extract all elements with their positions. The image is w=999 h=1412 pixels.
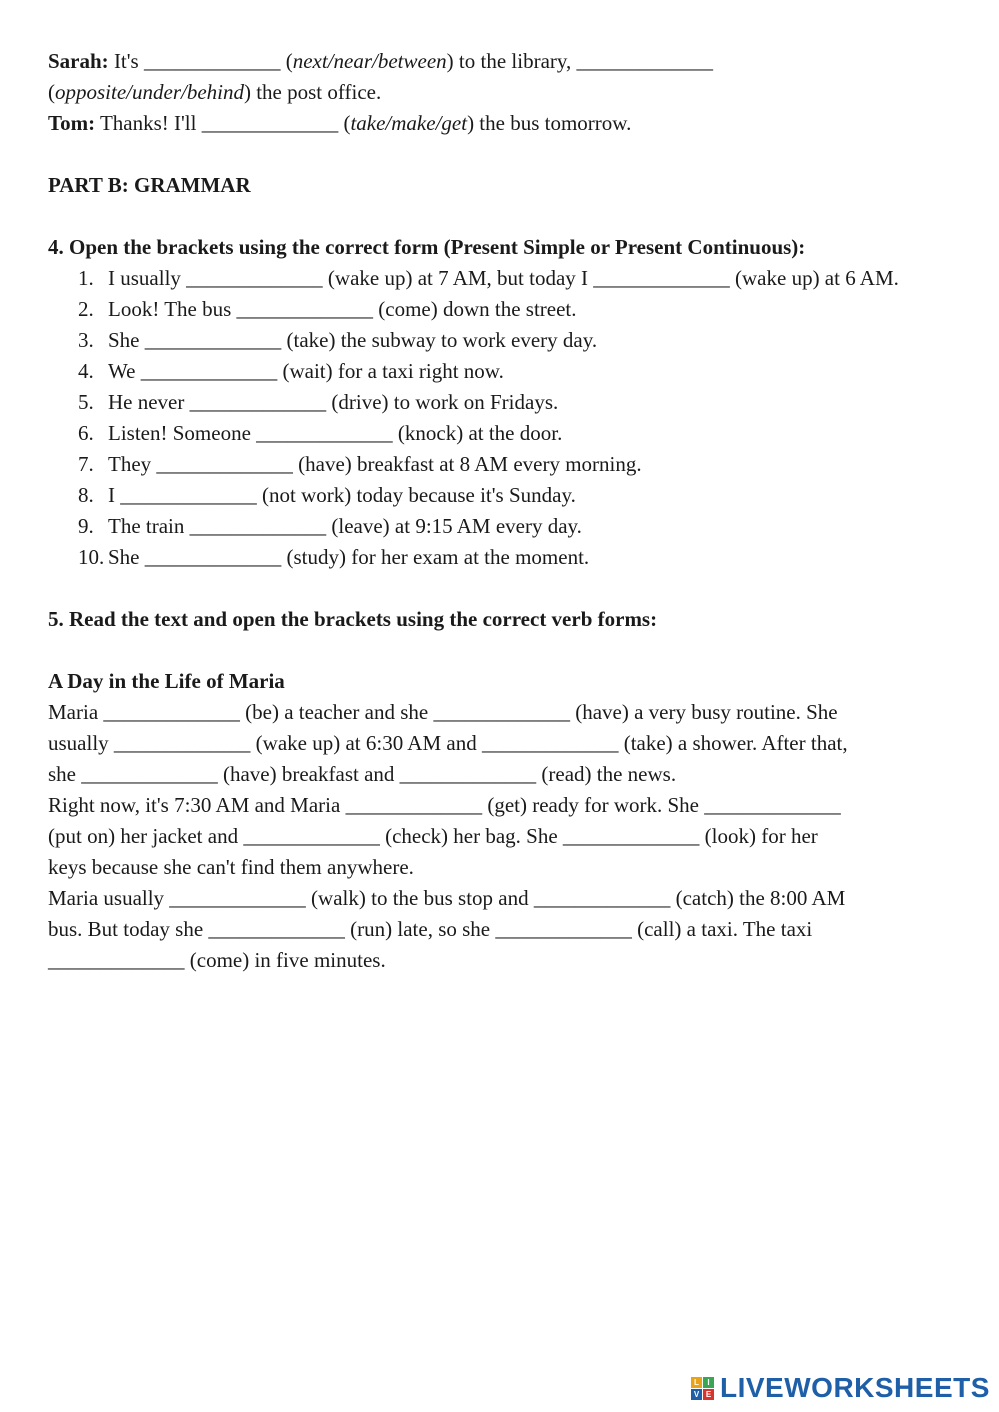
part-b-heading: PART B: GRAMMAR <box>48 173 251 197</box>
liveworksheets-logo-icon: L I V E <box>691 1377 714 1400</box>
exercise-item: 7. They _____________ (have) breakfast at 8 AM every morning. <box>78 452 642 476</box>
dialogue-sarah-line-2: (opposite/under/behind) the post office. <box>48 80 382 104</box>
story-text <box>48 697 948 976</box>
dialogue-tom-line: Tom: Thanks! I'll _____________ (take/make/get) the bus tomorrow. <box>48 111 632 135</box>
exercise-4-heading: 4. Open the brackets using the correct form (Present Simple or Present Continuous): <box>48 235 806 259</box>
dialogue-sarah-line-1: Sarah: It's _____________ (next/near/between) to the library, _____________ <box>48 49 714 73</box>
exercise-item: 2. Look! The bus _____________ (come) down the street. <box>78 297 577 321</box>
exercise-item: 3. She _____________ (take) the subway to work every day. <box>78 328 598 352</box>
exercise-item: 6. Listen! Someone _____________ (knock) at the door. <box>78 421 563 445</box>
exercise-item: 8. I _____________ (not work) today because it's Sunday. <box>78 483 576 507</box>
story-line: bus. But today she _____________ (run) late, so she _____________ (call) a taxi. The taxi <box>48 917 813 941</box>
story-line: keys because she can't find them anywhere. <box>48 855 414 879</box>
exercise-5-heading: 5. Read the text and open the brackets using the correct verb forms: <box>48 607 658 631</box>
exercise-4-list <box>48 263 948 573</box>
story-line: usually _____________ (wake up) at 6:30 AM and _____________ (take) a shower. After that, <box>48 731 848 755</box>
story-title: A Day in the Life of Maria <box>48 669 285 693</box>
exercise-item: 4. We _____________ (wait) for a taxi right now. <box>78 359 504 383</box>
exercise-item: 5. He never _____________ (drive) to work on Fridays. <box>78 390 559 414</box>
story-line: (put on) her jacket and _____________ (check) her bag. She _____________ (look) for her <box>48 824 818 848</box>
exercise-item: 10. She _____________ (study) for her exam at the moment. <box>78 545 590 569</box>
worksheet-page <box>48 46 948 976</box>
story-line: Right now, it's 7:30 AM and Maria _____________ (get) ready for work. She _____________ <box>48 793 841 817</box>
exercise-item: 9. The train _____________ (leave) at 9:15 AM every day. <box>78 514 582 538</box>
story-line: Maria usually _____________ (walk) to the bus stop and _____________ (catch) the 8:00 AM <box>48 886 846 910</box>
speaker-tom: Tom: <box>48 111 96 135</box>
exercise-item: 1. I usually _____________ (wake up) at 7 AM, but today I _____________ (wake up) at 6 AM. <box>78 266 899 290</box>
liveworksheets-footer[interactable] <box>691 1373 990 1403</box>
story-line: Maria _____________ (be) a teacher and she _____________ (have) a very busy routine. She <box>48 700 838 724</box>
story-line: she _____________ (have) breakfast and _____________ (read) the news. <box>48 762 677 786</box>
speaker-sarah: Sarah: <box>48 49 109 73</box>
story-line: _____________ (come) in five minutes. <box>48 948 386 972</box>
brand-name: LIVEWORKSHEETS <box>720 1372 990 1403</box>
